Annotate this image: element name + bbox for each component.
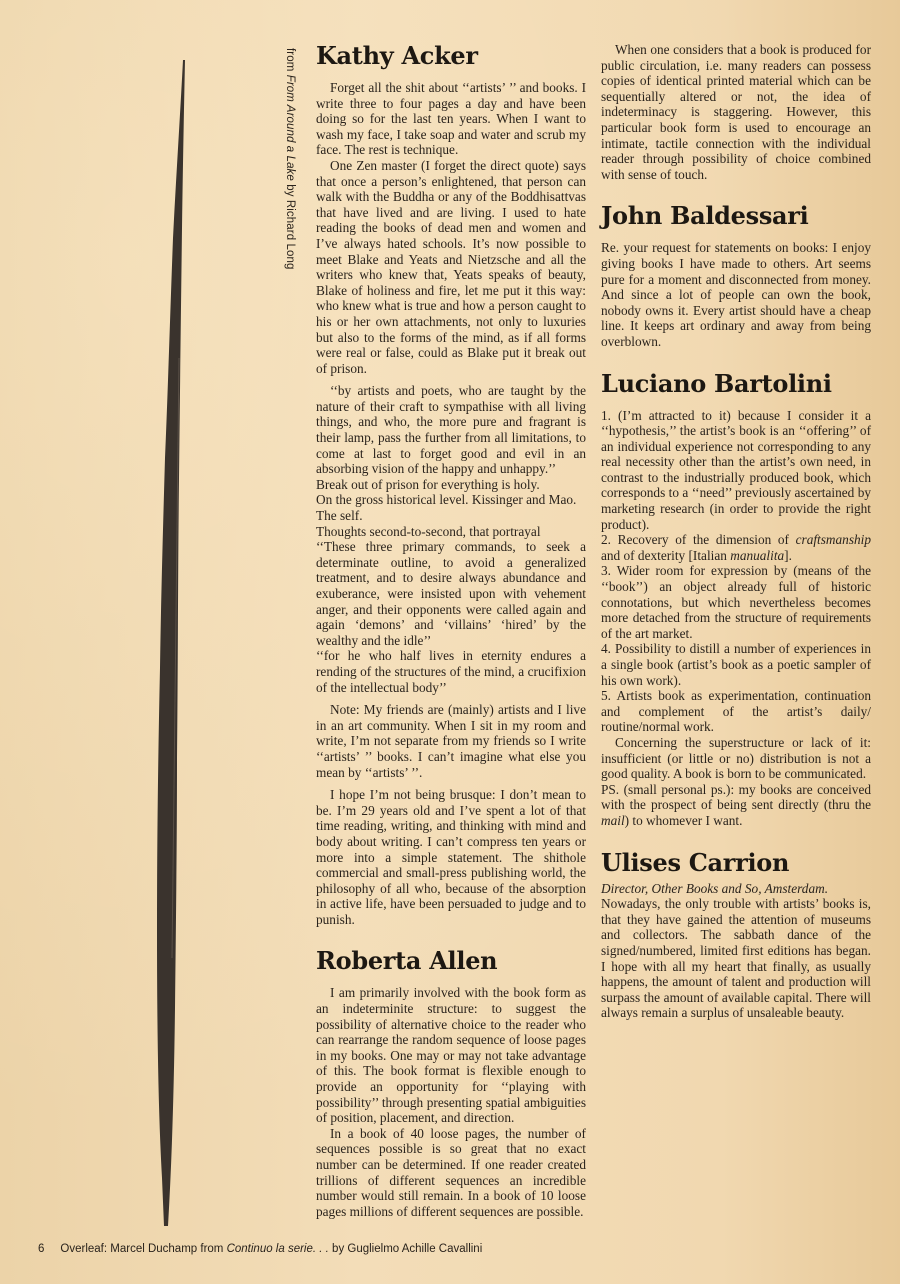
bartolini-text: and of dexterity [Italian: [601, 547, 731, 563]
acker-paragraph: ‘‘These three primary commands, to seek a determinate outline, to avoid a generalized treatment, and to desire always abundance and exuberance, were insisted upon with vehement anger, and their opponents were called again and again ‘demons’ and ‘villains’ ‘hired’ by the wealthy and the idle’’: [316, 539, 586, 648]
section-ulises-carrion: [601, 849, 871, 1021]
page-number: 6: [38, 1243, 45, 1255]
bartolini-text: ].: [784, 547, 792, 563]
bartolini-text: 2. Recovery of the dimension of: [601, 532, 796, 548]
bartolini-paragraph: Concerning the superstructure or lack of it: insufficient (or little or no) distribution is not a good quality. A book is born to be communicated.: [601, 734, 871, 782]
baldessari-paragraph: Re. your request for statements on books: I enjoy giving books I have made to others. Art seems pure for a moment and disconnected from money. And since a lot of people can own the book, nobody owns it. Every artist should have a cheap line. It keeps art ordinary and away from being overblown.: [601, 240, 871, 349]
bartolini-paragraph: 1. (I’m attracted to it) because I consider it a ‘‘hypothesis,’’ the artist’s book is an ‘‘offering’’ of an individual experience not corresponding to any real necessity other than the artist’s own need, in contrast to the industrially produced book, which corresponds to a ‘‘need’’ previously ascertained by marketing research (in order to provide the right product).: [601, 407, 871, 532]
footer-title: Continuo la serie. . .: [226, 1243, 329, 1255]
acker-paragraph: Forget all the shit about ‘‘artists’ ’’ and books. I write three to four pages a day and have been doing so for the last ten years. When I want to wash my face, I take soap and water and scrub my face. The rest is technique.: [316, 80, 586, 158]
bartolini-paragraph: 5. Artists book as experimentation, continuation and complement of the artist’s daily/ routine/normal work.: [601, 688, 871, 735]
tall-vertical-stick-artwork: [130, 58, 200, 1230]
section-john-baldessari: [601, 202, 871, 349]
bartolini-italic: craftsmanship: [795, 532, 871, 548]
heading-john-baldessari: John Baldessari: [601, 201, 809, 231]
right-column: [601, 42, 871, 1021]
bartolini-text: PS. (small personal ps.): my books are conceived with the prospect of being sent directly (thru the: [601, 781, 871, 813]
acker-paragraph: Thoughts second-to-second, that portrayal: [316, 523, 541, 539]
acker-paragraph: ‘‘for he who half lives in eternity endures a rending of the structures of the mind, a crucifixion of the intellectual body’’: [316, 648, 586, 695]
bartolini-text: ) to whomever I want.: [624, 812, 743, 828]
acker-paragraph: Break out of prison for everything is holy.: [316, 476, 540, 492]
allen-paragraph: I am primarily involved with the book form as an indeterminite structure: to suggest the possibility of alternative choice to the reader who can rearrange the random sequence of loose pages in my books. One may or may not take advantage of this. The book format is flexible enough to provide an opportunity for ‘‘playing with possibility’’ through presenting spatial ambiguities of position, placement, and direction.: [316, 985, 586, 1126]
section-roberta-allen: [316, 947, 586, 1219]
bartolini-paragraph: [601, 532, 871, 563]
heading-kathy-acker: Kathy Acker: [316, 41, 478, 70]
acker-paragraph: Note: My friends are (mainly) artists and I live in an art community. When I sit in my room and write, I’m not separate from my friends so I write ‘‘artists’ ’’ books. I can’t imagine what else you mean by ‘‘artists’ ’’.: [316, 702, 586, 780]
carrion-role: Director, Other Books and So, Amsterdam.: [601, 880, 829, 896]
allen-paragraph: In a book of 40 loose pages, the number of sequences possible is so great that no exact number can be determined. If one reader created trillions of different sequences an incredible number would still remain. In a book of 10 loose pages millions of different sequences are possible.: [316, 1125, 586, 1219]
page-footer: [38, 1243, 482, 1255]
heading-roberta-allen: Roberta Allen: [316, 946, 498, 976]
section-kathy-acker: [316, 42, 586, 927]
credit-suffix: by Richard Long: [284, 180, 296, 270]
allen-paragraph: When one considers that a book is produced for public circulation, i.e. many readers can possess copies of identical printed material which can be sequentially altered or not, the idea of indeterminacy is staggering. However, this particular book form is used to encourage an intimate, tactile connection with the individual reader through possibility of choice combined with sense of touch.: [601, 42, 871, 182]
footer-suffix: by Guglielmo Achille Cavallini: [328, 1243, 483, 1255]
bartolini-paragraph: 3. Wider room for expression by (means of the ‘‘book’’) an object already full of historic connotations, but which nevertheless becomes more detached from the structure of requirements of the art market.: [601, 563, 871, 641]
stick-shape: [157, 60, 185, 1226]
left-column: [316, 42, 586, 1219]
bartolini-paragraph: 4. Possibility to distill a number of experiences in a single book (artist’s book as a poetic sampler of his own work).: [601, 641, 871, 688]
acker-paragraph: One Zen master (I forget the direct quote) says that once a person’s enlightened, that person can walk with the Buddha or any of the Boddhisattvas that have lived and are living. I used to hate reading the books of dead men and women and I’ve always hated schools. It’s now possible to meet Blake and Yeats and Nietzsche and all the writers who knew that, Yeats speaks of beauty, Blake of holiness and fire, let me put it this way: who knew what is true and how a person caught to his or her own attachments, not only to luxuries but also to the forms of the mind, as if all forms were real or false, could as Blake put it break out of prison.: [316, 157, 586, 376]
bartolini-italic: manualita: [730, 547, 785, 563]
bartolini-paragraph: [601, 782, 871, 829]
section-luciano-bartolini: [601, 370, 871, 829]
vertical-credit: [284, 48, 296, 269]
bartolini-italic: mail: [601, 812, 625, 828]
footer-prefix: Overleaf: Marcel Duchamp from: [60, 1243, 227, 1255]
acker-paragraph: The self.: [316, 508, 363, 524]
credit-prefix: from: [284, 48, 296, 75]
acker-paragraph: I hope I’m not being brusque: I don’t mean to be. I’m 29 years old and I’ve spent a lot of that time reading, writing, and thinking with mind and body about writing. I can’t compress ten years or more into a simple statement. The shithole commercial and small-press publishing world, the philosophy of all who, because of the absorption in active life, have been persuaded to judge and to punish.: [316, 787, 586, 927]
heading-ulises-carrion: Ulises Carrion: [601, 847, 790, 877]
carrion-paragraph: Nowadays, the only trouble with artists’ books is, that they have gained the attention of museums and collectors. The sabbath dance of the signed/numbered, limited first editions has began. I hope with all my heart that finally, as usually happens, the amount of talent and production will surpass the amount of available capital. There will always remain a surplus of unsaleable beauty.: [601, 896, 871, 1021]
credit-title: From Around a Lake: [284, 74, 296, 181]
heading-luciano-bartolini: Luciano Bartolini: [601, 368, 832, 398]
acker-paragraph: ‘‘by artists and poets, who are taught by the nature of their craft to sympathise with all living things, and who, the more pure and fragrant is their lamp, pass the further from all limitations, to come at last to forget good and evil in an absorbing vision of the happy and unhappy.’’: [316, 383, 586, 477]
acker-paragraph: On the gross historical level. Kissinger and Mao.: [316, 492, 577, 508]
